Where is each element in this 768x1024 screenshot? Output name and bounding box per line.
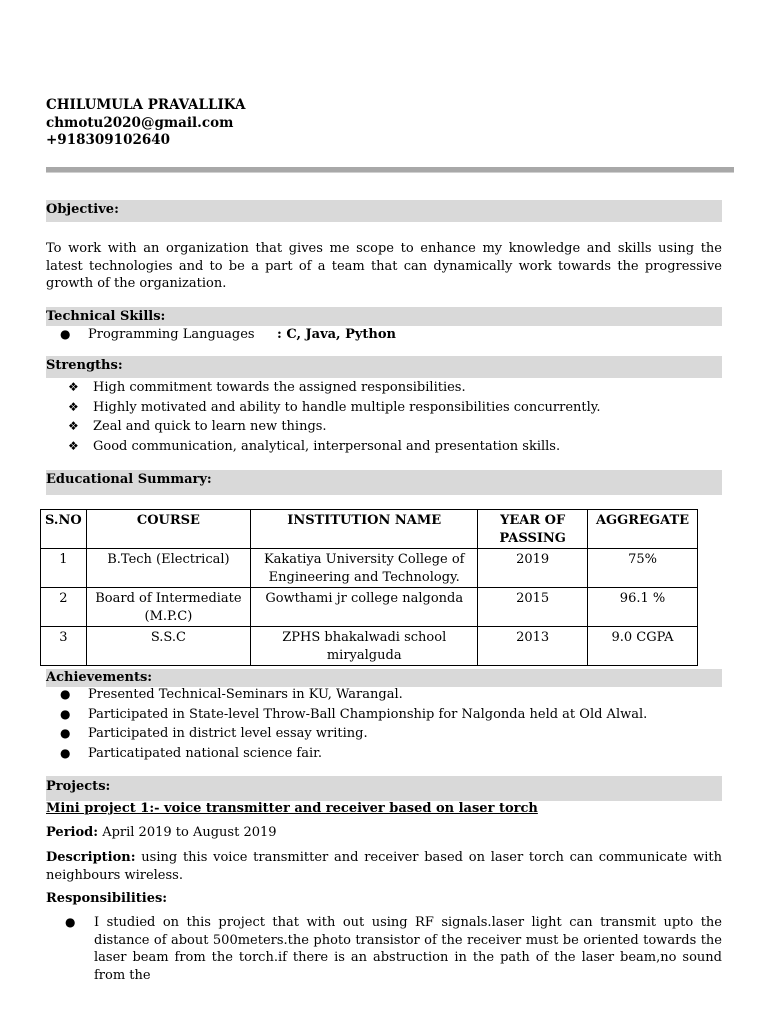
list-item bbox=[46, 325, 722, 345]
table-cell: Gowthami jr college nalgonda bbox=[251, 588, 478, 627]
skill-value: : C, Java, Python bbox=[277, 327, 397, 342]
period-label: Period: bbox=[46, 825, 99, 840]
objective-text: To work with an organization that gives me scope to enhance my knowledge and skills using the latest technologies and to be a part of a team that can dynamically work towards the progressive growth of the organization. bbox=[46, 241, 722, 291]
list-item: ● Presented Technical-Seminars in KU, Warangal. bbox=[46, 685, 722, 705]
table-row bbox=[41, 627, 698, 666]
list-item: ❖ High commitment towards the assigned responsibilities. bbox=[46, 378, 722, 398]
period-value: April 2019 to August 2019 bbox=[102, 825, 277, 840]
diamond-bullet-icon: ❖ bbox=[68, 419, 79, 433]
list-item: ● Particatipated national science fair. bbox=[46, 744, 722, 764]
responsibility-text: I studied on this project that with out using RF signals.laser light can transmit upto the distance of about 500meters.the photo transistor of the receiver must be oriented towards the laser beam from the torch.if there is an abstruction in the path of the laser beam,no sound from the bbox=[94, 915, 722, 983]
table-cell: Board of Intermediate (M.P.C) bbox=[86, 588, 250, 627]
project-description bbox=[46, 849, 722, 884]
technical-skills-list bbox=[46, 325, 722, 345]
list-item: ❖ Good communication, analytical, interpersonal and presentation skills. bbox=[46, 437, 722, 457]
diamond-bullet-icon: ❖ bbox=[68, 380, 79, 394]
objective-heading: Objective: bbox=[46, 200, 722, 222]
table-cell: Kakatiya University College of Engineering and Technology. bbox=[251, 549, 478, 588]
column-header: YEAR OF PASSING bbox=[478, 510, 588, 549]
projects-heading: Projects: bbox=[46, 776, 722, 801]
column-header: COURSE bbox=[86, 510, 250, 549]
list-item: ● Participated in State-level Throw-Ball Championship for Nalgonda held at Old Alwal. bbox=[46, 705, 722, 725]
bullet-icon: ● bbox=[60, 327, 71, 341]
project-title: Mini project 1:- voice transmitter and receiver based on laser torch bbox=[46, 801, 538, 816]
table-cell: 9.0 CGPA bbox=[588, 627, 698, 666]
table-cell: 75% bbox=[588, 549, 698, 588]
bullet-icon: ● bbox=[60, 687, 71, 701]
bullet-icon: ● bbox=[60, 706, 71, 721]
strengths-heading: Strengths: bbox=[46, 356, 722, 378]
achievements-heading: Achievements: bbox=[46, 669, 722, 687]
contact-header bbox=[46, 97, 245, 150]
candidate-email[interactable]: chmotu2020@gmail.com bbox=[46, 114, 234, 131]
column-header: S.NO bbox=[41, 510, 87, 549]
column-header: AGGREGATE bbox=[588, 510, 698, 549]
responsibility-item bbox=[65, 914, 722, 984]
achievements-list bbox=[46, 685, 722, 763]
description-label: Description: bbox=[46, 850, 136, 865]
table-header-row bbox=[41, 510, 698, 549]
header-divider bbox=[46, 167, 734, 173]
candidate-name: CHILUMULA PRAVALLIKA bbox=[46, 97, 246, 113]
list-item: ❖ Zeal and quick to learn new things. bbox=[46, 417, 722, 437]
diamond-bullet-icon: ❖ bbox=[68, 399, 79, 414]
table-cell: 2013 bbox=[478, 627, 588, 666]
table-cell: 2019 bbox=[478, 549, 588, 588]
bullet-icon: ● bbox=[60, 726, 71, 740]
bullet-icon: ● bbox=[65, 915, 76, 929]
skill-label: Programming Languages bbox=[88, 327, 255, 342]
technical-skills-heading: Technical Skills: bbox=[46, 307, 722, 326]
table-cell: 2015 bbox=[478, 588, 588, 627]
responsibilities-heading: Responsibilities: bbox=[46, 891, 168, 906]
project-period bbox=[46, 824, 722, 842]
table-row bbox=[41, 588, 698, 627]
education-table bbox=[40, 509, 698, 666]
list-item: ❖ Highly motivated and ability to handle multiple responsibilities concurrently. bbox=[46, 398, 722, 418]
candidate-phone: +918309102640 bbox=[46, 132, 171, 148]
table-cell: S.S.C bbox=[86, 627, 250, 666]
table-cell: 2 bbox=[41, 588, 87, 627]
column-header: INSTITUTION NAME bbox=[251, 510, 478, 549]
table-cell: 1 bbox=[41, 549, 87, 588]
table-cell: 96.1 % bbox=[588, 588, 698, 627]
education-heading: Educational Summary: bbox=[46, 470, 722, 495]
table-cell: ZPHS bhakalwadi school miryalguda bbox=[251, 627, 478, 666]
table-row bbox=[41, 549, 698, 588]
table-cell: 3 bbox=[41, 627, 87, 666]
bullet-icon: ● bbox=[60, 745, 71, 760]
diamond-bullet-icon: ❖ bbox=[68, 438, 79, 453]
description-value: using this voice transmitter and receiver based on laser torch can communicate with neighbours wireless. bbox=[46, 850, 722, 883]
table-cell: B.Tech (Electrical) bbox=[86, 549, 250, 588]
strengths-list bbox=[46, 378, 722, 456]
list-item: ● Participated in district level essay writing. bbox=[46, 724, 722, 744]
